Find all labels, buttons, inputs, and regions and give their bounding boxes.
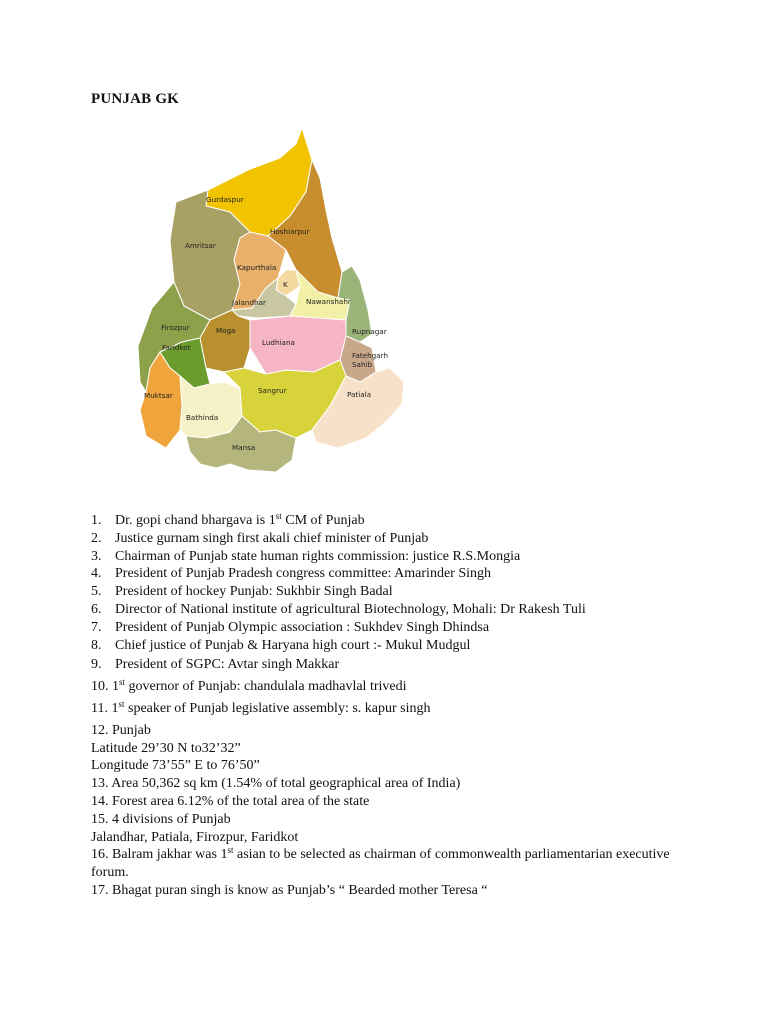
list-item: 4. President of Punjab Pradesh congress committee: Amarinder Singh bbox=[91, 566, 491, 582]
list-item: 14. Forest area 6.12% of the total area of the state bbox=[91, 793, 370, 809]
list-item: 13. Area 50,362 sq km (1.54% of total geographical area of India) bbox=[91, 776, 461, 792]
label-gurdaspur: Gurdaspur bbox=[206, 195, 244, 204]
list-item: 2. Justice gurnam singh first akali chief minister of Punjab bbox=[91, 530, 429, 546]
list-item: 10. 1st governor of Punjab: chandulala madhavlal trivedi bbox=[91, 677, 407, 695]
label-faridkot: Faridkot bbox=[162, 343, 191, 352]
label-kapurthala: Kapurthala bbox=[237, 263, 277, 272]
list-item: 16. Balram jakhar was 1st asian to be selected as chairman of commonwealth parliamentarian executive forum. bbox=[91, 845, 670, 881]
list-item: 3. Chairman of Punjab state human rights commission: justice R.S.Mongia bbox=[91, 548, 521, 564]
punjab-district-map bbox=[90, 120, 420, 500]
label-patiala: Patiala bbox=[347, 390, 372, 399]
list-item: 7. President of Punjab Olympic association : Sukhdev Singh Dhindsa bbox=[91, 619, 490, 635]
label-ludhiana: Ludhiana bbox=[262, 338, 295, 347]
label-nawanshahr: Nawanshahr bbox=[306, 297, 351, 306]
label-sangrur: Sangrur bbox=[258, 386, 287, 395]
label-bathinda: Bathinda bbox=[186, 413, 219, 422]
list-item: 17. Bhagat puran singh is know as Punjab’s “ Bearded mother Teresa “ bbox=[91, 882, 488, 898]
latitude-line: Latitude 29’30 N to32’32” bbox=[91, 740, 241, 756]
list-item: 1. Dr. gopi chand bhargava is 1st CM of Punjab bbox=[91, 511, 365, 528]
label-amritsar: Amritsar bbox=[185, 241, 216, 250]
label-firozpur: Firozpur bbox=[161, 323, 190, 332]
label-jalandhar: Jalandhar bbox=[232, 298, 266, 307]
label-moga: Moga bbox=[216, 326, 236, 335]
list-item: 11. 1st speaker of Punjab legislative assembly: s. kapur singh bbox=[91, 698, 431, 716]
label-mansa: Mansa bbox=[232, 443, 256, 452]
list-item: 12. Punjab bbox=[91, 722, 151, 738]
list-item: 6. Director of National institute of agricultural Biotechnology, Mohali: Dr Rakesh Tuli bbox=[91, 601, 586, 617]
label-muktsar: Muktsar bbox=[144, 391, 173, 400]
longitude-line: Longitude 73’55” E to 76’50” bbox=[91, 758, 260, 774]
label-fatehgarh-sahib-2: Sahib bbox=[352, 360, 373, 369]
gk-facts-list bbox=[91, 512, 691, 900]
label-rupnagar: Rupnagar bbox=[352, 327, 387, 336]
list-item: 8. Chief justice of Punjab & Haryana high court :- Mukul Mudgul bbox=[91, 637, 471, 653]
list-item: 15. 4 divisions of Punjab bbox=[91, 811, 231, 827]
list-item: 5. President of hockey Punjab: Sukhbir Singh Badal bbox=[91, 584, 393, 600]
document-title: PUNJAB GK bbox=[91, 91, 180, 107]
label-hoshiarpur: Hoshiarpur bbox=[270, 227, 310, 236]
label-k: K bbox=[283, 280, 288, 289]
label-fatehgarh-sahib-1: Fatehgarh bbox=[352, 351, 389, 360]
divisions-line: Jalandhar, Patiala, Firozpur, Faridkot bbox=[91, 829, 299, 845]
list-item: 9. President of SGPC: Avtar singh Makkar bbox=[91, 657, 340, 673]
